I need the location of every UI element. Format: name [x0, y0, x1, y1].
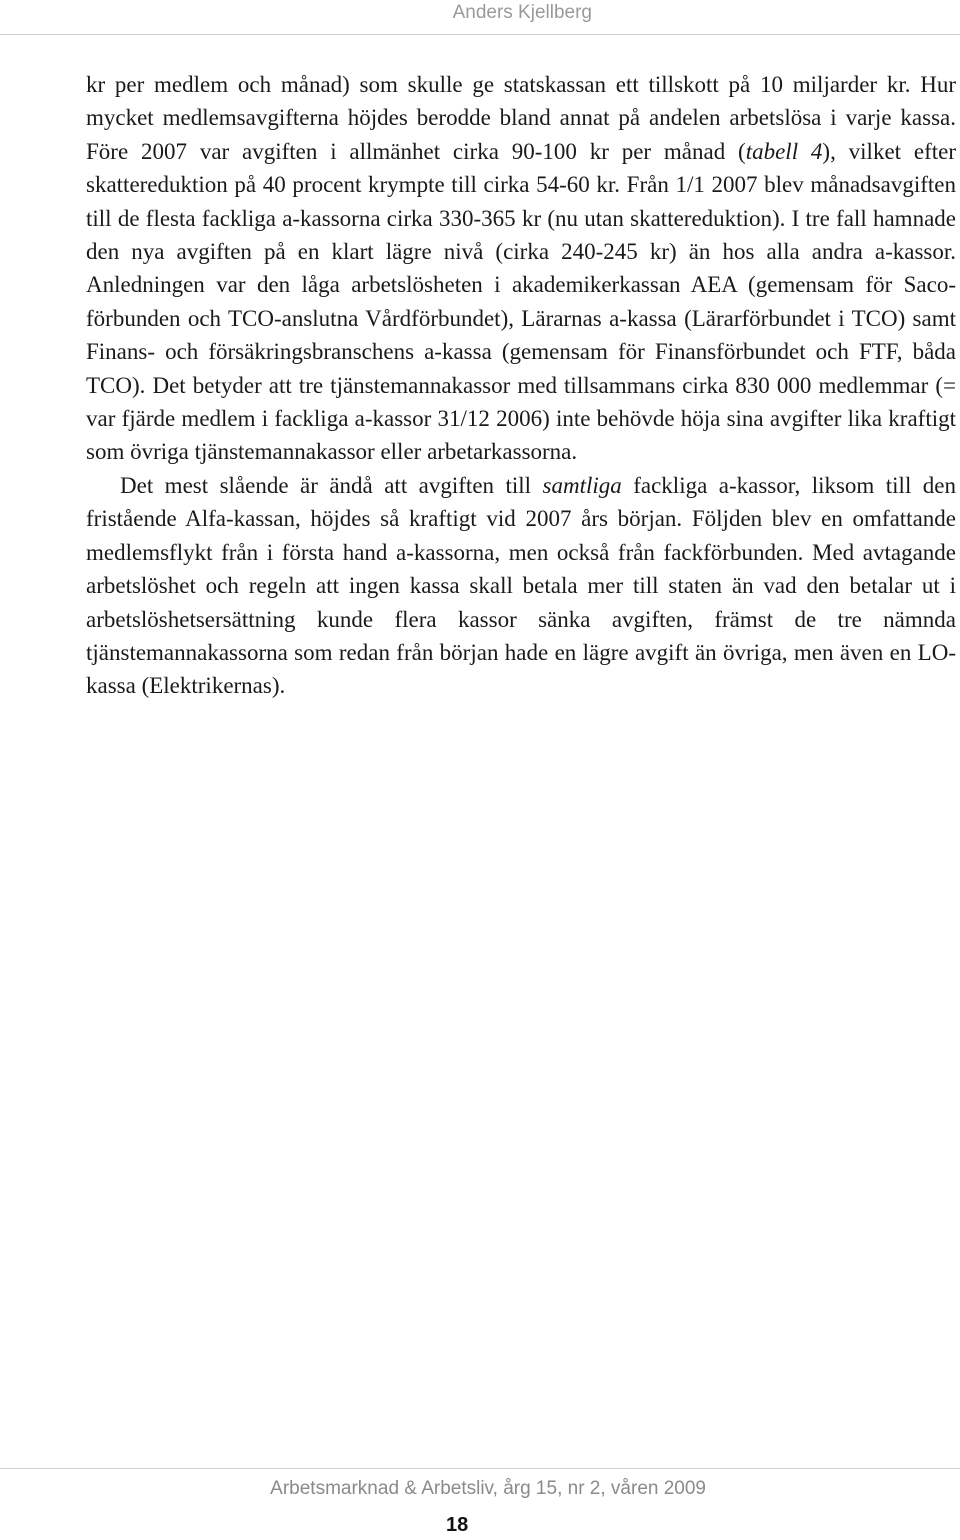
paragraph-1-text-a: kr per medlem och månad) som skulle ge statskassan ett tillskott på 10 miljarder kr. Hur mycket medlemsavgifterna höjdes berodde bland annat på andelen arbetslösa i varje kassa. Före 2007 var avgiften i allmänhet cirka 90-100 kr per månad ( [86, 72, 956, 164]
paragraph-1 [86, 68, 956, 469]
journal-citation: Arbetsmarknad & Arbetsliv, årg 15, nr 2, våren 2009 [270, 1478, 706, 1499]
footer-divider [0, 1468, 960, 1469]
author-name: Anders Kjellberg [452, 2, 592, 23]
running-header [0, 0, 960, 35]
article-body [86, 68, 956, 703]
emphasis-samtliga: samtliga [542, 472, 622, 498]
paragraph-2-text-b: fackliga a-kassor, liksom till den fristående Alfa-kassan, höjdes så kraftigt vid 2007 års början. Följden blev en omfattande medlemsflykt från i första hand a-kassorna, men också från fackförbunden. Med avtagande arbetslöshet och regeln att ingen kassa skall betala mer till staten än vad den betalar ut i arbetslöshetsersättning kunde flera kassor sänka avgiften, främst de tre nämnda tjänstemannakassorna som redan från början hade en lägre avgift än övriga, men även en LO-kassa (Elektrikernas). [86, 472, 957, 699]
page-number: 18 [446, 1514, 469, 1536]
paragraph-2-text-a: Det mest slående är ändå att avgiften till [120, 472, 543, 498]
table-reference: tabell 4 [745, 138, 823, 164]
paragraph-2 [86, 469, 956, 703]
paragraph-1-text-b: ), vilket efter skattereduktion på 40 procent krympte till cirka 54-60 kr. Från 1/1 2007 blev månadsavgiften till de flesta fackliga a-kassorna cirka 330-365 kr (nu utan skattereduktion). I tre fall hamnade den nya avgiften på en klart lägre nivå (cirka 240-245 kr) än hos alla andra a-kassor. Anledningen var den låga arbetslösheten i akademikerkassan AEA (gemensam för Saco-förbunden och TCO-anslutna Vårdförbundet), Lärarnas a-kassa (Lärarförbundet i TCO) samt Finans- och försäkringsbranschens a-kassa (gemensam för Finansförbundet och FTF, båda TCO). Det betyder att tre tjänstemannakassor med tillsammans cirka 830 000 medlemmar (= var fjärde medlem i fackliga a-kassor 31/12 2006) inte behövde höja sina avgifter lika kraftigt som övriga tjänstemannakassor eller arbetarkassorna. [86, 138, 956, 465]
